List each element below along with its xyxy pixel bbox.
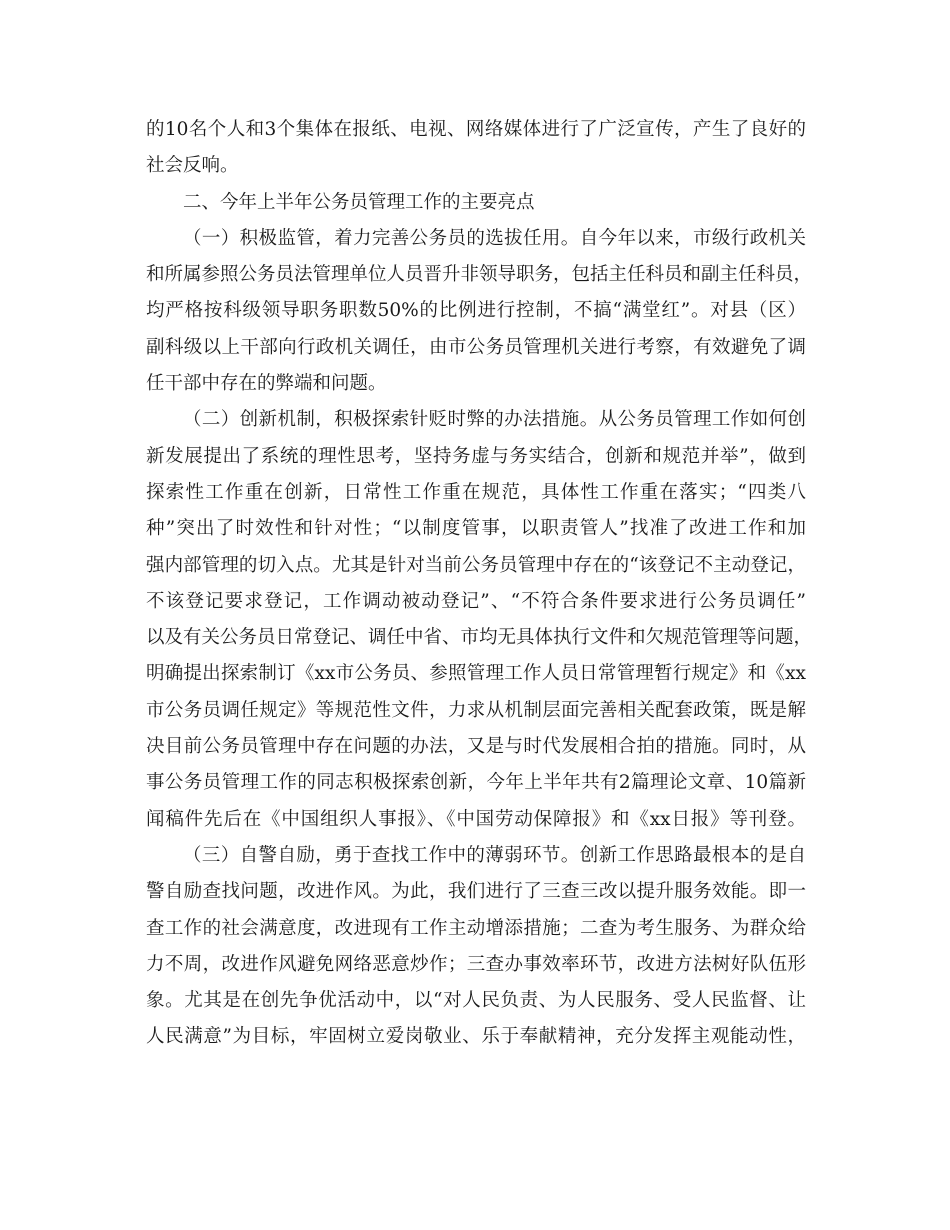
text-line: 决目前公务员管理中存在问题的办法，又是与时代发展相合拍的措施。同时，从 xyxy=(146,736,806,758)
text-line: 人民满意”为目标，牢固树立爱岗敬业、乐于奉献精神，充分发挥主观能动性， xyxy=(146,1026,806,1048)
text-line: 事公务员管理工作的同志积极探索创新，今年上半年共有2篇理论文章、10篇新 xyxy=(146,772,806,794)
text-line: 均严格按科级领导职务职数50%的比例进行控制，不搞“满堂红”。对县（区） xyxy=(146,300,806,322)
text-line: 警自励查找问题，改进作风。为此，我们进行了三查三改以提升服务效能。即一 xyxy=(146,881,806,903)
text-line: 探索性工作重在创新，日常性工作重在规范，具体性工作重在落实；“四类八 xyxy=(146,481,806,503)
text-line: 不该登记要求登记，工作调动被动登记”、“不符合条件要求进行公务员调任” xyxy=(146,590,806,612)
text-line: 以及有关公务员日常登记、调任中省、市均无具体执行文件和欠规范管理等问题， xyxy=(146,627,813,649)
text-line: 市公务员调任规定》等规范性文件，力求从机制层面完善相关配套政策，既是解 xyxy=(146,699,806,721)
text-line: 的10名个人和3个集体在报纸、电视、网络媒体进行了广泛宣传，产生了良好的 xyxy=(146,119,806,140)
text-line: 社会反响。 xyxy=(146,155,239,177)
text-line: 副科级以上干部向行政机关调任，由市公务员管理机关进行考察，有效避免了调 xyxy=(146,336,806,358)
text-line: 新发展提出了系统的理性思考，坚持务虚与务实结合，创新和规范并举”，做到 xyxy=(146,445,806,467)
document-body xyxy=(146,112,813,1056)
text-line: 和所属参照公务员法管理单位人员晋升非领导职务，包括主任科员和副主任科员， xyxy=(146,264,813,286)
text-line: 种”突出了时效性和针对性；“以制度管事，以职责管人”找准了改进工作和加 xyxy=(146,518,806,540)
text-line: 力不周，改进作风避免网络恶意炒作；三查办事效率环节，改进方法树好队伍形 xyxy=(146,953,806,975)
text-line: （三）自警自励，勇于查找工作中的薄弱环节。创新工作思路最根本的是自 xyxy=(183,844,806,866)
text-line: 任干部中存在的弊端和问题。 xyxy=(146,373,387,395)
text-line: （二）创新机制，积极探索针贬时弊的办法措施。从公务员管理工作如何创 xyxy=(183,409,806,431)
text-line: 二、今年上半年公务员管理工作的主要亮点 xyxy=(183,191,535,213)
text-line: 象。尤其是在创先争优活动中，以“对人民负责、为人民服务、受人民监督、让 xyxy=(146,990,806,1012)
text-line: （一）积极监管，着力完善公务员的选拔任用。自今年以来，市级行政机关 xyxy=(183,227,806,249)
text-line: 强内部管理的切入点。尤其是针对当前公务员管理中存在的“该登记不主动登记， xyxy=(146,554,806,576)
text-line: 闻稿件先后在《中国组织人事报》、《中国劳动保障报》和《xx日报》等刊登。 xyxy=(146,808,806,830)
text-line: 查工作的社会满意度，改进现有工作主动增添措施；二查为考生服务、为群众给 xyxy=(146,917,806,939)
text-line: 明确提出探索制订《xx市公务员、参照管理工作人员日常管理暂行规定》和《xx xyxy=(146,663,806,685)
